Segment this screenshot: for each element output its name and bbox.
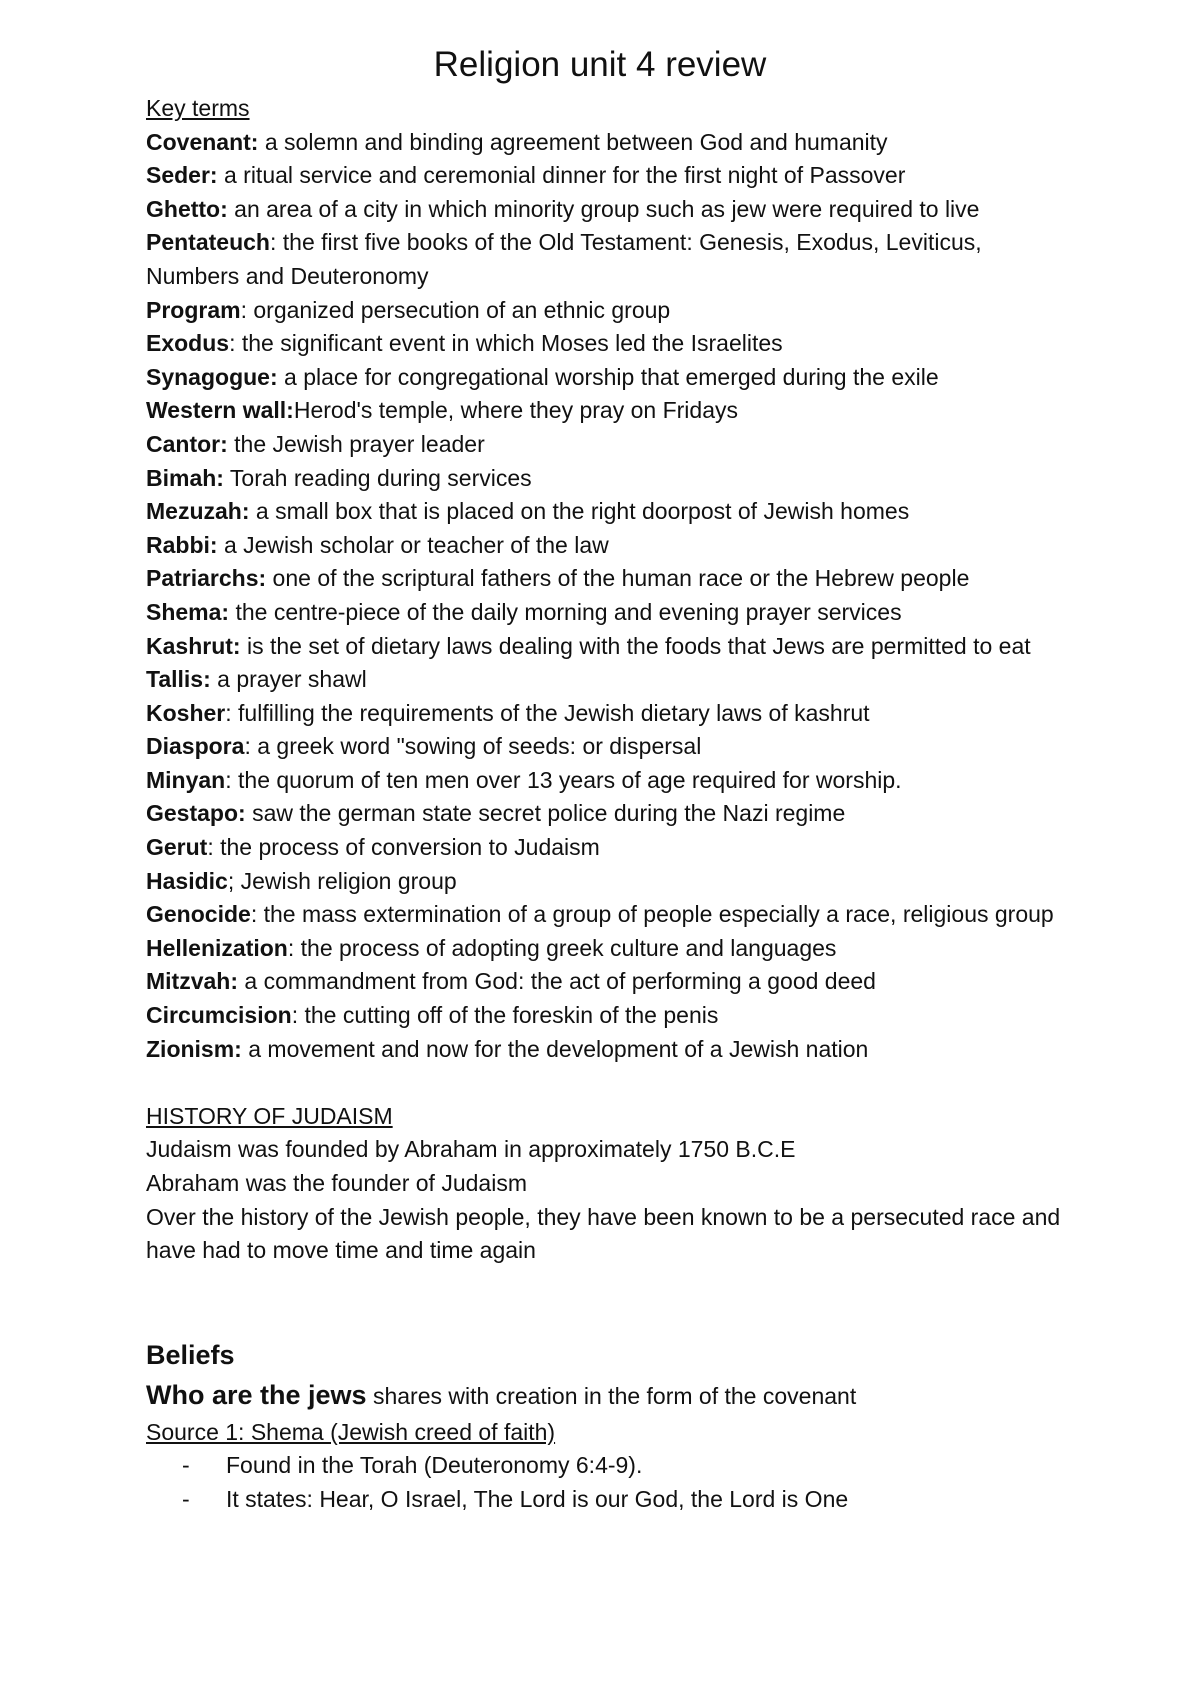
shema-bullet-list <box>146 1449 1076 1516</box>
key-term-name: Circumcision <box>146 1002 292 1029</box>
key-term-name: Hasidic <box>146 867 228 894</box>
key-term-entry <box>146 663 1076 697</box>
key-term-definition: a prayer shawl <box>210 666 367 693</box>
key-term-entry <box>146 831 1076 865</box>
key-term-name: Cantor: <box>146 430 228 457</box>
key-term-definition: ; Jewish religion group <box>227 867 457 894</box>
key-term-entry <box>146 294 1076 328</box>
key-term-entry <box>146 999 1076 1033</box>
list-item <box>146 1449 1076 1483</box>
key-term-entry <box>146 596 1076 630</box>
key-term-definition: the Jewish prayer leader <box>227 430 485 457</box>
key-term-definition: : organized persecution of an ethnic group <box>240 296 671 323</box>
key-term-definition: : the cutting off of the foreskin of the penis <box>291 1002 719 1029</box>
key-term-name: Gestapo: <box>146 800 246 827</box>
key-terms-list <box>146 126 1076 1067</box>
key-term-name: Bimah: <box>146 464 224 491</box>
key-term-name: Mitzvah: <box>146 968 238 995</box>
key-term-name: Kashrut: <box>146 632 241 659</box>
key-term-definition: a movement and now for the development of a Jewish nation <box>241 1035 869 1062</box>
key-term-entry <box>146 865 1076 899</box>
key-term-definition: : the process of adopting greek culture and languages <box>287 934 837 961</box>
key-term-name: Genocide <box>146 901 251 928</box>
key-term-entry <box>146 1033 1076 1067</box>
spacer <box>146 1066 1076 1100</box>
key-term-name: Program <box>146 296 241 323</box>
key-term-name: Rabbi: <box>146 531 218 558</box>
key-term-entry <box>146 730 1076 764</box>
dash-bullet: - <box>182 1452 190 1479</box>
list-item-text: Found in the Torah (Deuteronomy 6:4-9). <box>226 1452 643 1479</box>
key-term-definition: a solemn and binding agreement between God and humanity <box>258 128 888 155</box>
key-term-definition: Herod's temple, where they pray on Fridays <box>293 397 738 424</box>
key-term-name: Zionism: <box>146 1035 242 1062</box>
key-term-name: Tallis: <box>146 666 211 693</box>
key-term-entry <box>146 159 1076 193</box>
who-are-the-jews-text: shares with creation in the form of the covenant <box>366 1382 857 1409</box>
key-term-name: Synagogue: <box>146 363 278 390</box>
key-term-entry <box>146 797 1076 831</box>
key-term-name: Hellenization <box>146 934 288 961</box>
key-term-entry <box>146 495 1076 529</box>
key-term-entry <box>146 126 1076 160</box>
key-term-name: Shema: <box>146 598 230 625</box>
key-term-definition: Torah reading during services <box>223 464 532 491</box>
key-term-definition: saw the german state secret police during the Nazi regime <box>245 800 846 827</box>
key-term-entry <box>146 394 1076 428</box>
key-term-entry <box>146 965 1076 999</box>
key-term-name: Gerut <box>146 834 208 861</box>
key-term-entry <box>146 697 1076 731</box>
key-term-name: Seder: <box>146 162 218 189</box>
key-term-definition: is the set of dietary laws dealing with the foods that Jews are permitted to eat <box>240 632 1031 659</box>
key-term-entry <box>146 562 1076 596</box>
history-line: Judaism was founded by Abraham in approximately 1750 B.C.E <box>146 1136 796 1163</box>
who-are-the-jews-line <box>146 1375 1076 1416</box>
page-title: Religion unit 4 review <box>433 45 767 84</box>
key-term-definition: an area of a city in which minority group such as jew were required to live <box>227 195 980 222</box>
key-term-definition: a place for congregational worship that emerged during the exile <box>277 363 939 390</box>
key-term-definition: one of the scriptural fathers of the human race or the Hebrew people <box>266 565 970 592</box>
key-term-entry <box>146 327 1076 361</box>
key-term-entry <box>146 462 1076 496</box>
key-term-entry <box>146 193 1076 227</box>
spacer <box>146 1268 1076 1335</box>
history-line: Abraham was the founder of Judaism <box>146 1170 527 1196</box>
key-term-definition: a ritual service and ceremonial dinner for the first night of Passover <box>217 162 906 189</box>
key-term-definition: : fulfilling the requirements of the Jewish dietary laws of kashrut <box>225 699 870 726</box>
key-term-definition: the centre-piece of the daily morning and evening prayer services <box>229 598 902 625</box>
beliefs-heading: Beliefs <box>146 1339 235 1370</box>
key-term-name: Covenant: <box>146 128 259 155</box>
key-term-entry <box>146 764 1076 798</box>
key-term-name: Western wall: <box>146 397 294 424</box>
key-term-definition: : the process of conversion to Judaism <box>207 834 600 861</box>
key-term-name: Diaspora <box>146 733 245 760</box>
dash-bullet: - <box>182 1485 190 1512</box>
source-heading: Source 1: Shema (Jewish creed of faith) <box>146 1418 556 1445</box>
list-item <box>146 1483 1076 1517</box>
key-term-entry <box>146 361 1076 395</box>
key-term-entry <box>146 898 1076 932</box>
key-term-name: Kosher <box>146 699 226 726</box>
key-term-name: Ghetto: <box>146 195 228 222</box>
key-term-definition: : the significant event in which Moses led the Israelites <box>229 330 783 357</box>
key-term-definition: : a greek word "sowing of seeds: or dispersal <box>244 733 702 760</box>
key-term-definition: a small box that is placed on the right doorpost of Jewish homes <box>249 498 910 525</box>
key-term-definition: : the first five books of the Old Testament: Genesis, Exodus, Leviticus, Numbers and Deuteronomy <box>146 229 982 289</box>
key-term-definition: : the mass extermination of a group of people especially a race, religious group <box>250 901 1054 928</box>
who-are-the-jews-label: Who are the jews <box>146 1379 367 1410</box>
history-line: Over the history of the Jewish people, they have been known to be a persecuted race and have had to move time and time again <box>146 1203 1061 1264</box>
key-term-entry <box>146 932 1076 966</box>
key-term-entry <box>146 226 1076 293</box>
key-term-name: Exodus <box>146 330 230 357</box>
key-terms-heading: Key terms <box>146 95 250 121</box>
key-term-entry <box>146 428 1076 462</box>
key-term-entry <box>146 630 1076 664</box>
key-term-definition: : the quorum of ten men over 13 years of age required for worship. <box>225 766 902 793</box>
list-item-text: It states: Hear, O Israel, The Lord is our God, the Lord is One <box>226 1485 849 1512</box>
key-term-name: Minyan <box>146 766 226 793</box>
key-term-definition: a commandment from God: the act of performing a good deed <box>238 968 876 995</box>
key-term-name: Patriarchs: <box>146 565 267 592</box>
key-term-definition: a Jewish scholar or teacher of the law <box>217 531 609 558</box>
key-term-name: Mezuzah: <box>146 498 250 525</box>
document-body <box>146 92 1076 1517</box>
key-term-name: Pentateuch <box>146 229 270 256</box>
key-term-entry <box>146 529 1076 563</box>
history-heading: HISTORY OF JUDAISM <box>146 1102 393 1129</box>
